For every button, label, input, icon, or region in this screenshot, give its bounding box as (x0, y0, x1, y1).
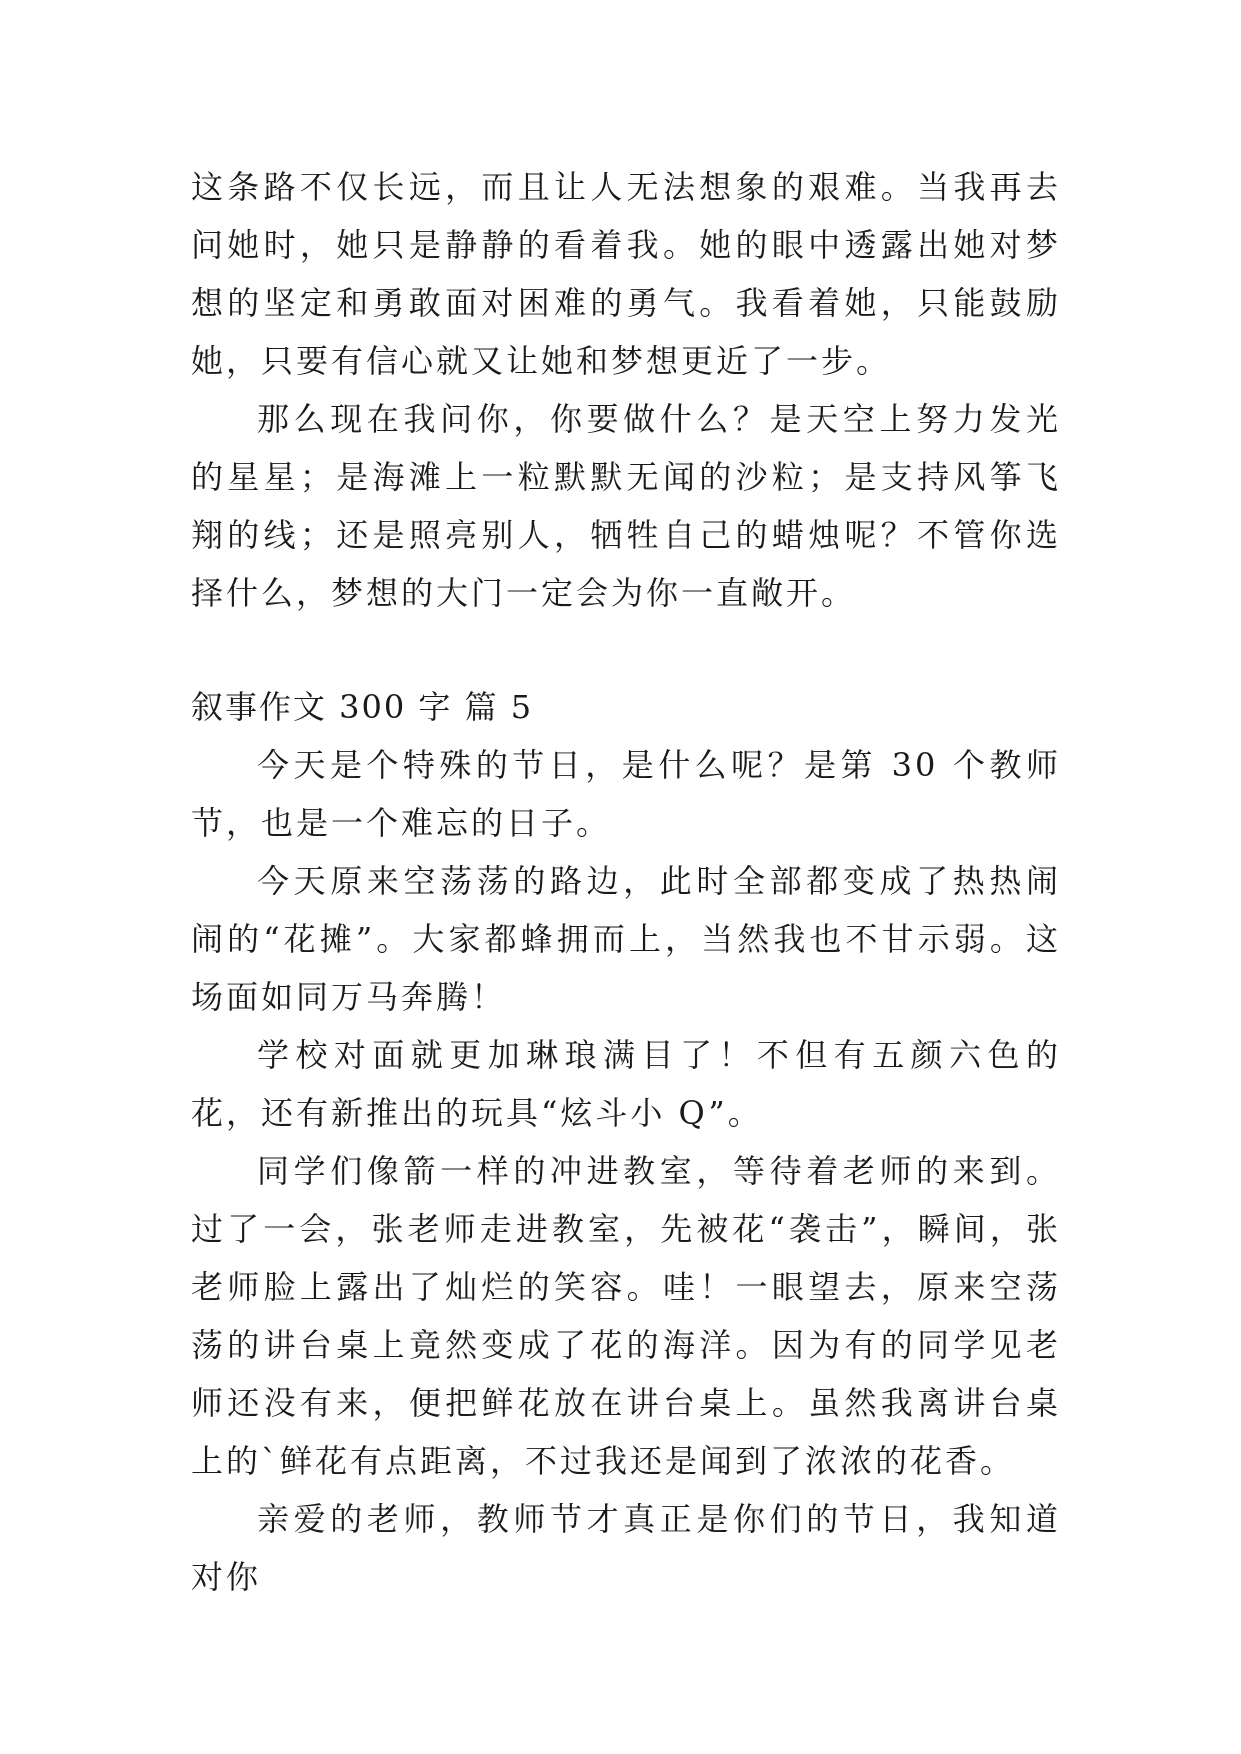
paragraph-2: 那么现在我问你，你要做什么？是天空上努力发光的星星；是海滩上一粒默默无闻的沙粒；是支持风筝飞翔的线；还是照亮别人，牺牲自己的蜡烛呢？不管你选择什么，梦想的大门一定会为你一直敞开。 (191, 400, 1061, 612)
paragraph-3: 今天是个特殊的节日，是什么呢？是第 30 个教师节，也是一个难忘的日子。 (191, 746, 1061, 842)
document-body (191, 158, 1061, 1606)
paragraph-7: 亲爱的老师，教师节才真正是你们的节日，我知道对你 (191, 1500, 1061, 1596)
paragraph-1: 这条路不仅长远，而且让人无法想象的艰难。当我再去问她时，她只是静静的看着我。她的眼中透露出她对梦想的坚定和勇敢面对困难的勇气。我看着她，只能鼓励她，只要有信心就又让她和梦想更近了一步。 (191, 168, 1061, 380)
paragraph-4: 今天原来空荡荡的路边，此时全部都变成了热热闹闹的“花摊”。大家都蜂拥而上，当然我也不甘示弱。这场面如同万马奔腾！ (191, 862, 1061, 1016)
paragraph-6: 同学们像箭一样的冲进教室，等待着老师的来到。过了一会，张老师走进教室，先被花“袭击”，瞬间，张老师脸上露出了灿烂的笑容。哇！一眼望去，原来空荡荡的讲台桌上竟然变成了花的海洋。因为有的同学见老师还没有来，便把鲜花放在讲台桌上。虽然我离讲台桌上的`鲜花有点距离，不过我还是闻到了浓浓的花香。 (191, 1152, 1061, 1480)
section-heading: 叙事作文 300 字 篇 5 (191, 688, 534, 726)
paragraph-5: 学校对面就更加琳琅满目了！不但有五颜六色的花，还有新推出的玩具“炫斗小 Q”。 (191, 1036, 1061, 1132)
